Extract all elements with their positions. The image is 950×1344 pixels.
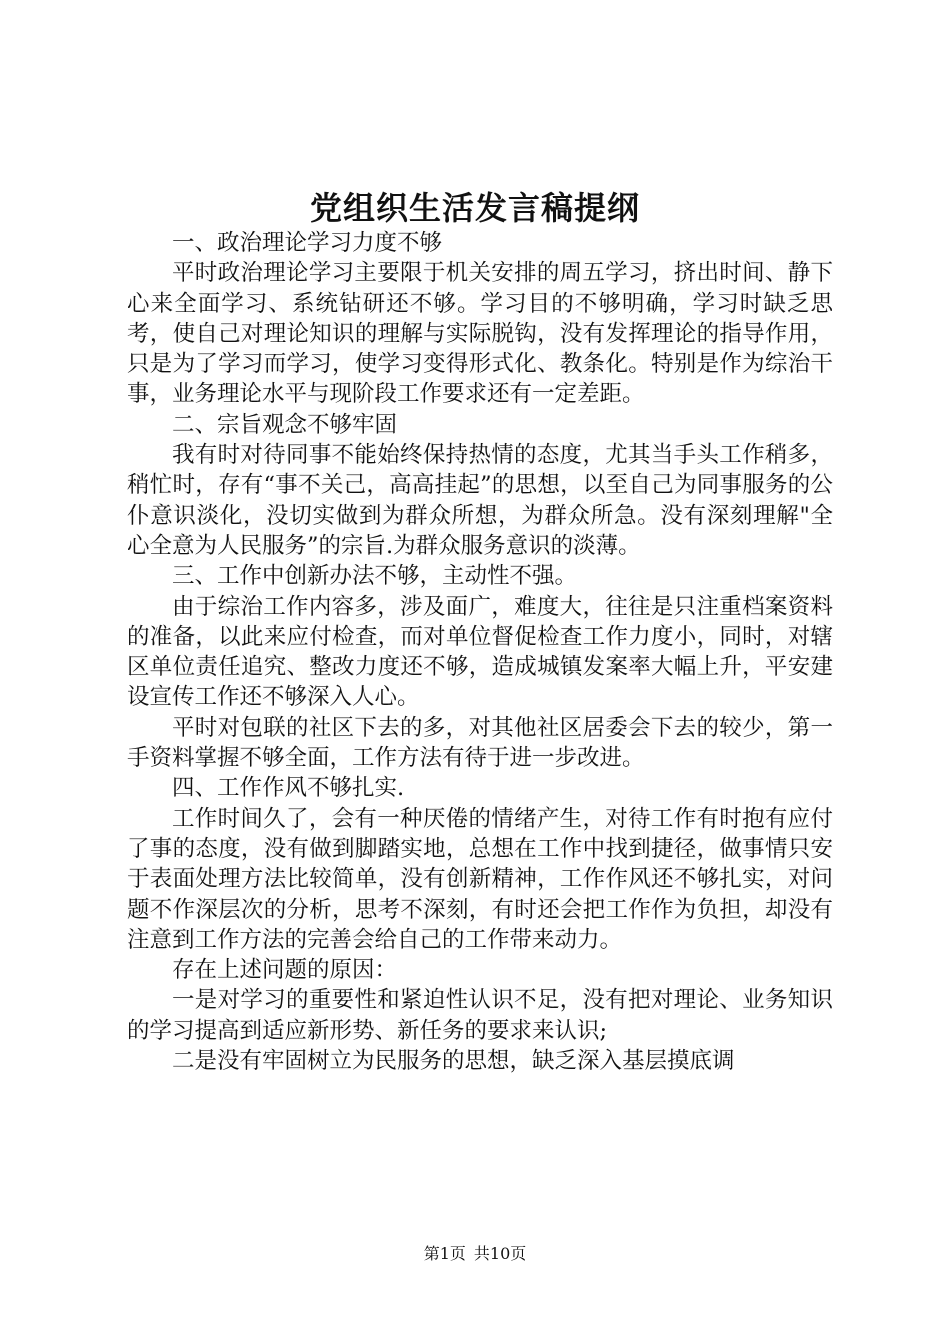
body-paragraph: 我有时对待同事不能始终保持热情的态度，尤其当手头工作稍多，稍忙时，存有“事不关己，高高挂起”的思想，以至自己为同事服务的公仆意识淡化，没切实做到为群众所想，为群众所急。没有深刻理解"全心全意为人民服务”的宗旨.为群众服务意识的淡薄。 [127,442,833,559]
body-paragraph: 平时对包联的社区下去的多，对其他社区居委会下去的较少，第一手资料掌握不够全面，工作方法有待于进一步改进。 [127,714,833,772]
page-total: 共10页 [473,1244,527,1263]
body-paragraph: 平时政治理论学习主要限于机关安排的周五学习，挤出时间、静下心来全面学习、系统钻研还不够。学习目的不够明确，学习时缺乏思考，使自己对理论知识的理解与实际脱钩，没有发挥理论的指导作用，只是为了学习而学习，使学习变得形式化、教条化。特别是作为综治干事，业务理论水平与现阶段工作要求还有一定差距。 [127,260,833,408]
body-paragraph: 工作时间久了，会有一种厌倦的情绪产生，对待工作有时抱有应付了事的态度，没有做到脚踏实地，总想在工作中找到捷径，做事情只安于表面处理方法比较简单，没有创新精神，工作作风还不够扎实，对问题不作深层次的分析，思考不深刻，有时还会把工作作为负担，却没有注意到工作方法的完善会给自己的工作带来动力。 [127,805,833,953]
document-title: 党组织生活发言稿提纲 [309,189,640,227]
section-heading: 三、工作中创新办法不够，主动性不强。 [172,563,578,590]
section-heading: 二、宗旨观念不够牢固 [172,411,398,438]
page-footer [0,1242,950,1266]
body-paragraph: 由于综治工作内容多，涉及面广，难度大，往往是只注重档案资料的准备，以此来应付检查，而对单位督促检查工作力度小，同时，对辖区单位责任追究、整改力度还不够，造成城镇发案率大幅上升，平安建设宣传工作还不够深入人心。 [127,593,833,711]
section-heading: 存在上述问题的原因： [172,957,398,984]
section-heading: 一、政治理论学习力度不够 [172,230,443,256]
document-body [127,228,833,1076]
body-paragraph: 二是没有牢固树立为民服务的思想，缺乏深入基层摸底调 [172,1048,735,1075]
body-paragraph: 一是对学习的重要性和紧迫性认识不足，没有把对理论、业务知识的学习提高到适应新形势、新任务的要求来认识; [127,987,833,1044]
section-heading: 四、工作作风不够扎实. [172,775,405,802]
page-number: 第1页 [423,1244,466,1263]
